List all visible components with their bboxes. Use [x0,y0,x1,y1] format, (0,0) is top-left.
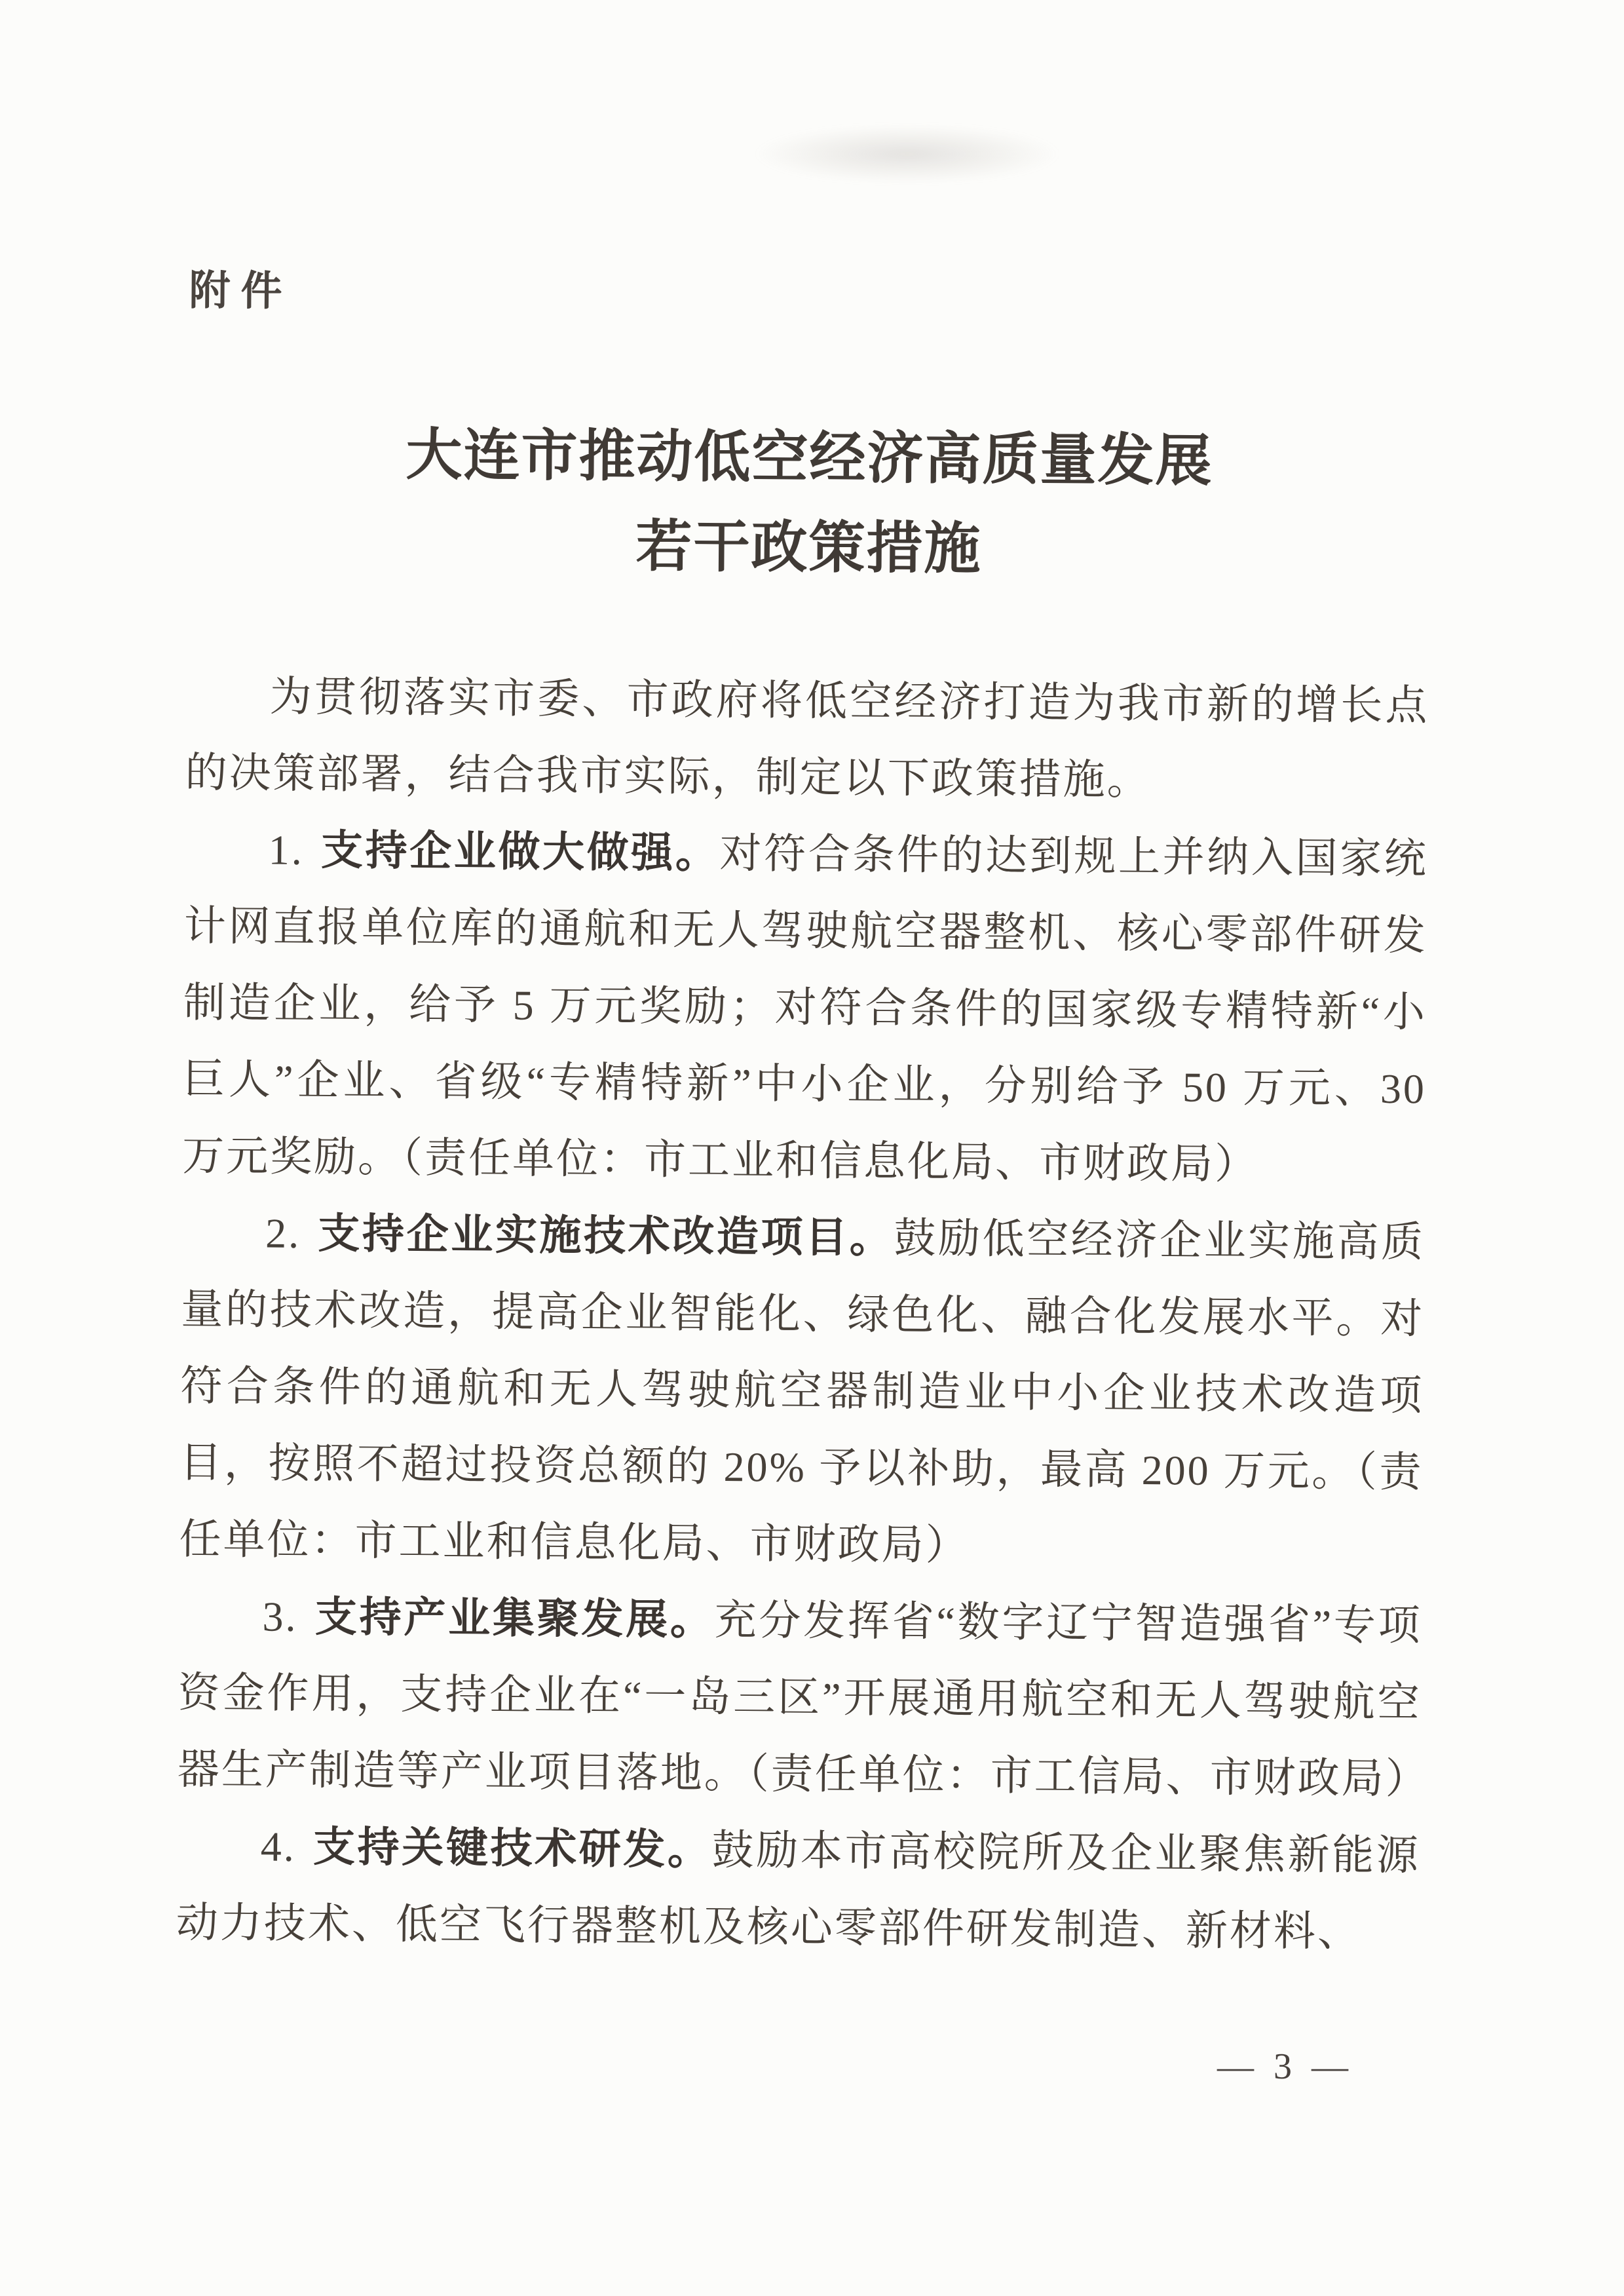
document-title [187,409,1431,598]
document-body [176,658,1429,1971]
measure-3-body: 充分发挥省“数字辽宁智造强省”专项资金作用，支持企业在“一岛三区”开展通用航空和无人驾驶航空器生产制造等产业项目落地。（责任单位：市工信局、市财政局） [177,1596,1429,1803]
measure-1-number: 1. [268,826,305,873]
measure-4-number: 4. [260,1823,297,1870]
measure-paragraph-4 [176,1807,1420,1970]
measure-2-number: 2. [265,1210,301,1257]
measure-paragraph-2 [179,1195,1426,1588]
measure-2-body: 鼓励低空经济企业实施高质量的技术改造，提高企业智能化、绿色化、融合化发展水平。对符合条件的通航和无人驾驶航空器制造业中小企业技术改造项目，按照不超过投资总额的 20% 予以补助，最高 200 万元。（责任单位：市工业和信息化局、市财政局） [179,1215,1426,1569]
attachment-label: 附件 [189,267,293,315]
measure-1-heading: 支持企业做大做强。 [320,826,720,877]
intro-text: 为贯彻落实市委、市政府将低空经济打造为我市新的增长点的决策部署，结合我市实际，制定以下政策措施。 [185,673,1429,804]
title-line-1: 大连市推动低空经济高质量发展 [406,423,1213,493]
measure-3-number: 3. [262,1593,298,1640]
intro-paragraph [185,658,1429,821]
measure-1-body: 对符合条件的达到规上并纳入国家统计网直报单位库的通航和无人驾驶航空器整机、核心零部件研发制造企业，给予 5 万元奖励；对符合条件的国家级专精特新“小巨人”企业、省级“专精特新”中小企业，分别给予 50 万元、30 万元奖励。（责任单位：市工业和信息化局、市财政局） [181,830,1429,1188]
measure-paragraph-3 [177,1577,1429,1817]
title-line-2: 若干政策措施 [635,514,982,581]
measure-4-body: 鼓励本市高校院所及企业聚焦新能源动力技术、低空飞行器整机及核心零部件研发制造、新材料、 [176,1826,1421,1955]
measure-paragraph-1 [182,811,1429,1204]
measure-3-heading: 支持产业集聚发展。 [314,1593,715,1643]
page-number: — 3 — [1217,2046,1353,2087]
measure-2-heading: 支持企业实施技术改造项目。 [317,1210,894,1262]
measure-4-heading: 支持关键技术研发。 [312,1823,712,1873]
